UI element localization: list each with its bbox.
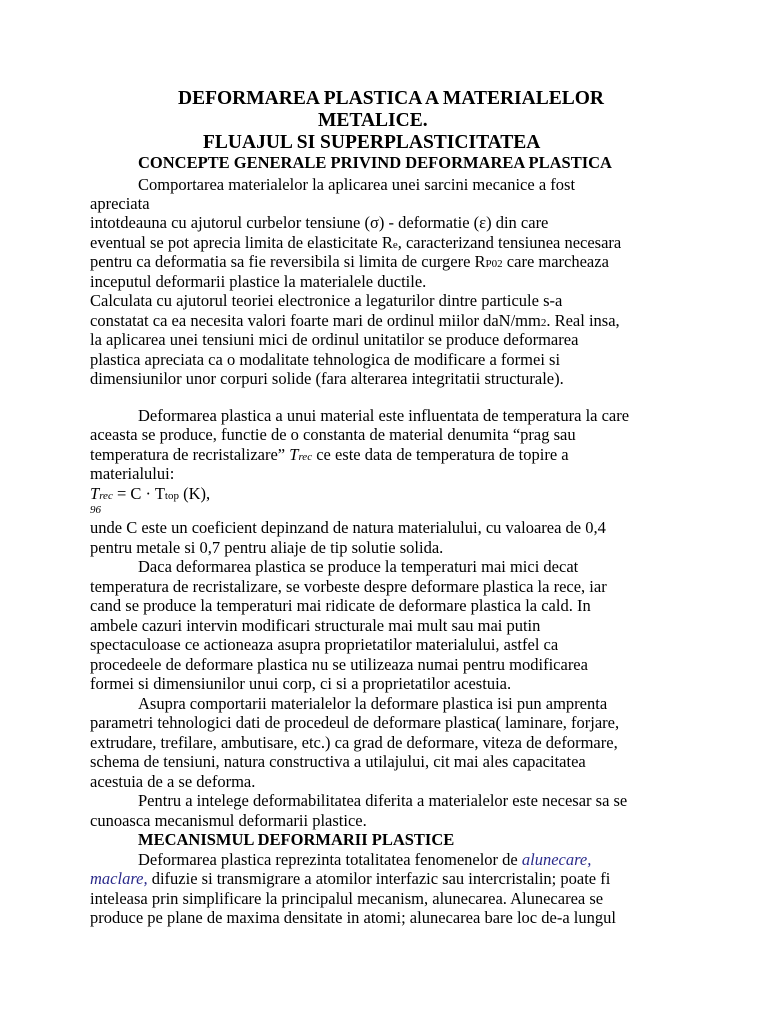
section-heading-concepte: CONCEPTE GENERALE PRIVIND DEFORMAREA PLASTICA (138, 153, 612, 172)
paragraph-1-line-3: intotdeauna cu ajutorul curbelor tensiune (σ) - deformatie (ε) din care (90, 213, 549, 232)
symbol-t: T (289, 445, 299, 464)
paragraph-1-line-10: plastica apreciata ca o modalitate tehnologica de modificare a formei si (90, 350, 561, 369)
subscript-rec: rec (298, 451, 313, 463)
paragraph-4-line-4: ambele cazuri intervin modificari structurale mai mult sau mai putin (90, 616, 541, 635)
text-span: eventual se pot aprecia limita de elasticitate R (90, 233, 393, 252)
paragraph-3-line-2: pentru metale si 0,7 pentru aliaje de tip solutie solida. (90, 538, 444, 557)
paragraph-6-line-2: cunoasca mecanismul deformarii plastice. (90, 811, 367, 830)
paragraph-1-line-7: Calculata cu ajutorul teoriei electronice a legaturilor dintre particule s-a (90, 291, 563, 310)
paragraph-4-line-3: cand se produce la temperaturi mai ridicate de deformare plastica la cald. In (90, 596, 591, 615)
title-line-2: METALICE. (318, 110, 428, 131)
formula-text: = C · T (112, 484, 165, 503)
text-span: temperatura de recristalizare” (90, 445, 290, 464)
page-number: 96 (90, 504, 101, 516)
paragraph-1-line-9: la aplicarea unei tensiuni mici de ordinul unitatilor se produce deformarea (90, 330, 579, 349)
text-span: ce este data de temperatura de topire a (312, 445, 569, 464)
text-span: care marcheaza (502, 252, 609, 271)
paragraph-5-line-3: extrudare, trefilare, ambutisare, etc.) ca grad de deformare, viteza de deformare, (90, 733, 618, 752)
paragraph-7-line-2 (90, 869, 610, 888)
paragraph-2-line-4: materialului: (90, 464, 175, 483)
text-span: constatat ca ea necesita valori foarte mari de ordinul miilor daN/mm (90, 311, 541, 330)
title-line-3: FLUAJUL SI SUPERPLASTICITATEA (203, 132, 541, 153)
text-span: difuzie si transmigrare a atomilor interfazic sau intercristalin; poate fi (147, 869, 611, 888)
paragraph-4-line-6: procedeele de deformare plastica nu se utilizeaza numai pentru modificarea (90, 655, 588, 674)
paragraph-5-line-4: schema de tensiuni, natura constructiva a utilajului, cit mai ales capacitatea (90, 752, 586, 771)
paragraph-3-line-1: unde C este un coeficient depinzand de natura materialului, cu valoarea de 0,4 (90, 518, 606, 537)
text-span: pentru ca deformatia sa fie reversibila si limita de curgere R (90, 252, 486, 271)
term-maclare: maclare, (90, 869, 148, 888)
section-heading-mecanismul: MECANISMUL DEFORMARII PLASTICE (138, 830, 455, 849)
title-line-1: DEFORMAREA PLASTICA A MATERIALELOR (178, 88, 604, 109)
text-span: Deformarea plastica reprezinta totalitatea fenomenelor de (138, 850, 522, 869)
paragraph-2-line-1: Deformarea plastica a unui material este influentata de temperatura la care (138, 406, 630, 425)
paragraph-1-line-2: apreciata (90, 194, 150, 213)
subscript-rec: rec (99, 490, 113, 502)
term-alunecare: alunecare, (521, 850, 592, 869)
paragraph-4-line-5: spectaculoase ce actioneaza asupra proprietatilor materialului, astfel ca (90, 635, 559, 654)
formula-trec (90, 484, 210, 506)
text-span: , caracterizand tensiunea necesara (397, 233, 622, 252)
subscript-top: top (164, 490, 179, 502)
text-span: . Real insa, (546, 311, 620, 330)
paragraph-6-line-1: Pentru a intelege deformabilitatea diferita a materialelor este necesar sa se (138, 791, 628, 810)
paragraph-1-line-1: Comportarea materialelor la aplicarea unei sarcini mecanice a fost (138, 175, 576, 194)
paragraph-7-line-4: produce pe plane de maxima densitate in atomi; alunecarea bare loc de-a lungul (90, 908, 616, 927)
paragraph-5-line-2: parametri tehnologici dati de procedeul de deformare plastica( laminare, forjare, (90, 713, 620, 732)
paragraph-5-line-1: Asupra comportarii materialelor la deformare plastica isi pun amprenta (138, 694, 608, 713)
formula-text: (K), (178, 484, 211, 503)
paragraph-2-line-2: aceasta se produce, functie de o constanta de material denumita “prag sau (90, 425, 576, 444)
paragraph-1-line-6: inceputul deformarii plastice la materialele ductile. (90, 272, 427, 291)
paragraph-7-line-3: inteleasa prin simplificare la principalul mecanism, alunecarea. Alunecarea se (90, 889, 604, 908)
subscript-e: e (392, 239, 398, 251)
paragraph-4-line-2: temperatura de recristalizare, se vorbeste despre deformare plastica la rece, iar (90, 577, 607, 596)
paragraph-4-line-7: formei si dimensiunilor unui corp, ci si a proprietatilor acestuia. (90, 674, 512, 693)
paragraph-7-line-1 (138, 850, 591, 869)
subscript-p02: P02 (485, 258, 503, 270)
paragraph-1-line-11: dimensiunilor unor corpuri solide (fara alterarea integritatii structurale). (90, 369, 564, 388)
paragraph-5-line-5: acestuia de a se deforma. (90, 772, 256, 791)
symbol-t: T (90, 484, 100, 503)
paragraph-4-line-1: Daca deformarea plastica se produce la temperaturi mai mici decat (138, 557, 579, 576)
paragraph-1-line-5 (90, 252, 609, 274)
subscript-2: 2 (540, 317, 547, 329)
